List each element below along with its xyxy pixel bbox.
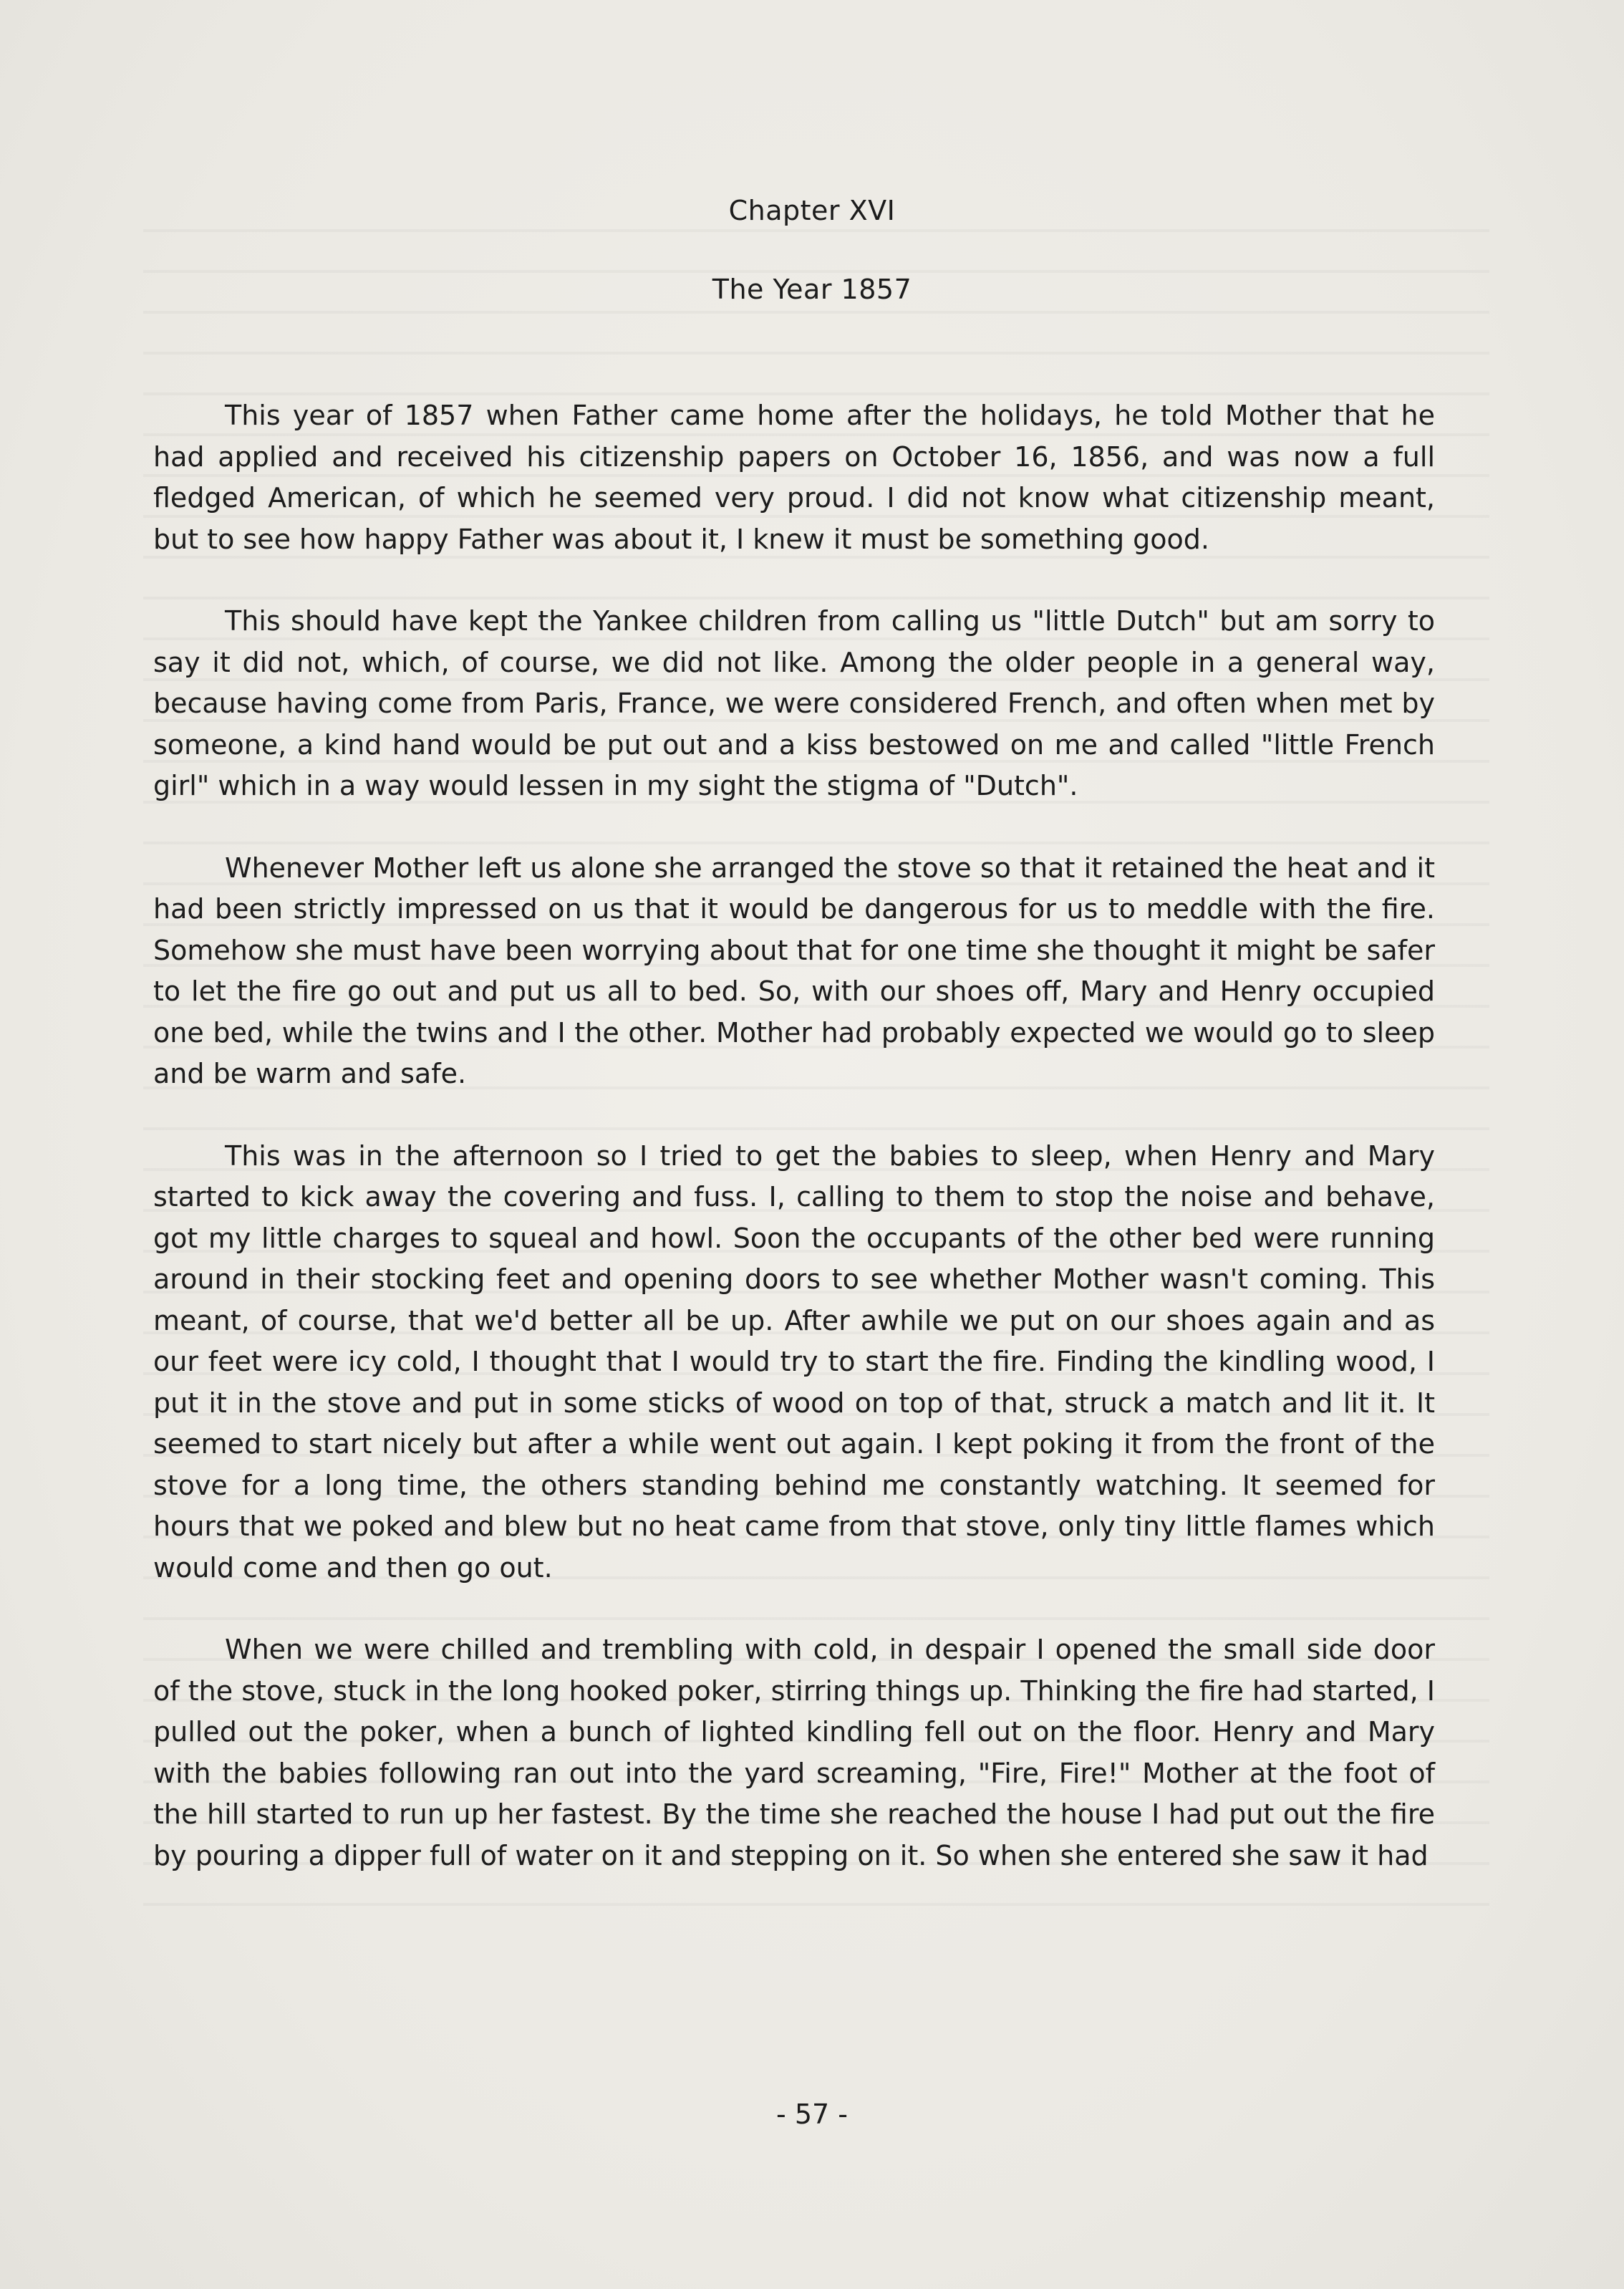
paragraph-2: This should have kept the Yankee children from calling us "little Dutch" but am sorry to say it did not, which, of course, we did not like. Among the older people in a general way, because having come from Paris, France, we were considered French, and often when met by someone, a kind hand would be put out and a kiss bestowed on me and called "little French girl" which in a way would lessen in my sight the stigma of "Dutch". bbox=[153, 605, 1435, 801]
paragraph-5: When we were chilled and trembling with cold, in despair I opened the small side door of the stove, stuck in the long hooked poker, stirring things up. Thinking the fire had started, I pulled out the poker, when a bunch of lighted kindling fell out on the floor. Henry and Mary with the babies following ran out into the yard screaming, "Fire, Fire!" Mother at the foot of the hill started to run up her fastest. By the time she reached the house I had put out the fire by pouring a dipper full of water on it and stepping on it. So when she entered she saw it had bbox=[153, 1634, 1435, 1871]
body-text bbox=[153, 395, 1435, 1876]
chapter-heading: Chapter XVI bbox=[728, 195, 896, 226]
chapter-title: The Year 1857 bbox=[712, 274, 912, 305]
paragraph-3: Whenever Mother left us alone she arranged the stove so that it retained the heat and it had been strictly impressed on us that it would be dangerous for us to meddle with the fire. Somehow she must have been worrying about that for one time she thought it might be safer to let the fire go out and put us all to bed. So, with our shoes off, Mary and Henry occupied one bed, while the twins and I the other. Mother had probably expected we would go to sleep and be warm and safe. bbox=[153, 852, 1435, 1089]
paragraph-1: This year of 1857 when Father came home after the holidays, he told Mother that he had applied and received his citizenship papers on October 16, 1856, and was now a full fledged American, of which he seemed very proud. I did not know what citizenship meant, but to see how happy Father was about it, I knew it must be something good. bbox=[153, 400, 1435, 555]
page-number: - 57 - bbox=[776, 2098, 848, 2130]
paragraph-4: This was in the afternoon so I tried to get the babies to sleep, when Henry and Mary started to kick away the covering and fuss. I, calling to them to stop the noise and behave, got my little charges to squeal and howl. Soon the occupants of the other bed were running around in their stocking feet and opening doors to see whether Mother wasn't coming. This meant, of course, that we'd better all be up. After awhile we put on our shoes again and as our feet were icy cold, I thought that I would try to start the fire. Finding the kindling wood, I put it in the stove and put in some sticks of wood on top of that, struck a match and lit it. It seemed to start nicely but after a while went out again. I kept poking it from the front of the stove for a long time, the others standing behind me constantly watching. It seemed for hours that we poked and blew but no heat came from that stove, only tiny little flames which would come and then go out. bbox=[153, 1139, 1435, 1584]
